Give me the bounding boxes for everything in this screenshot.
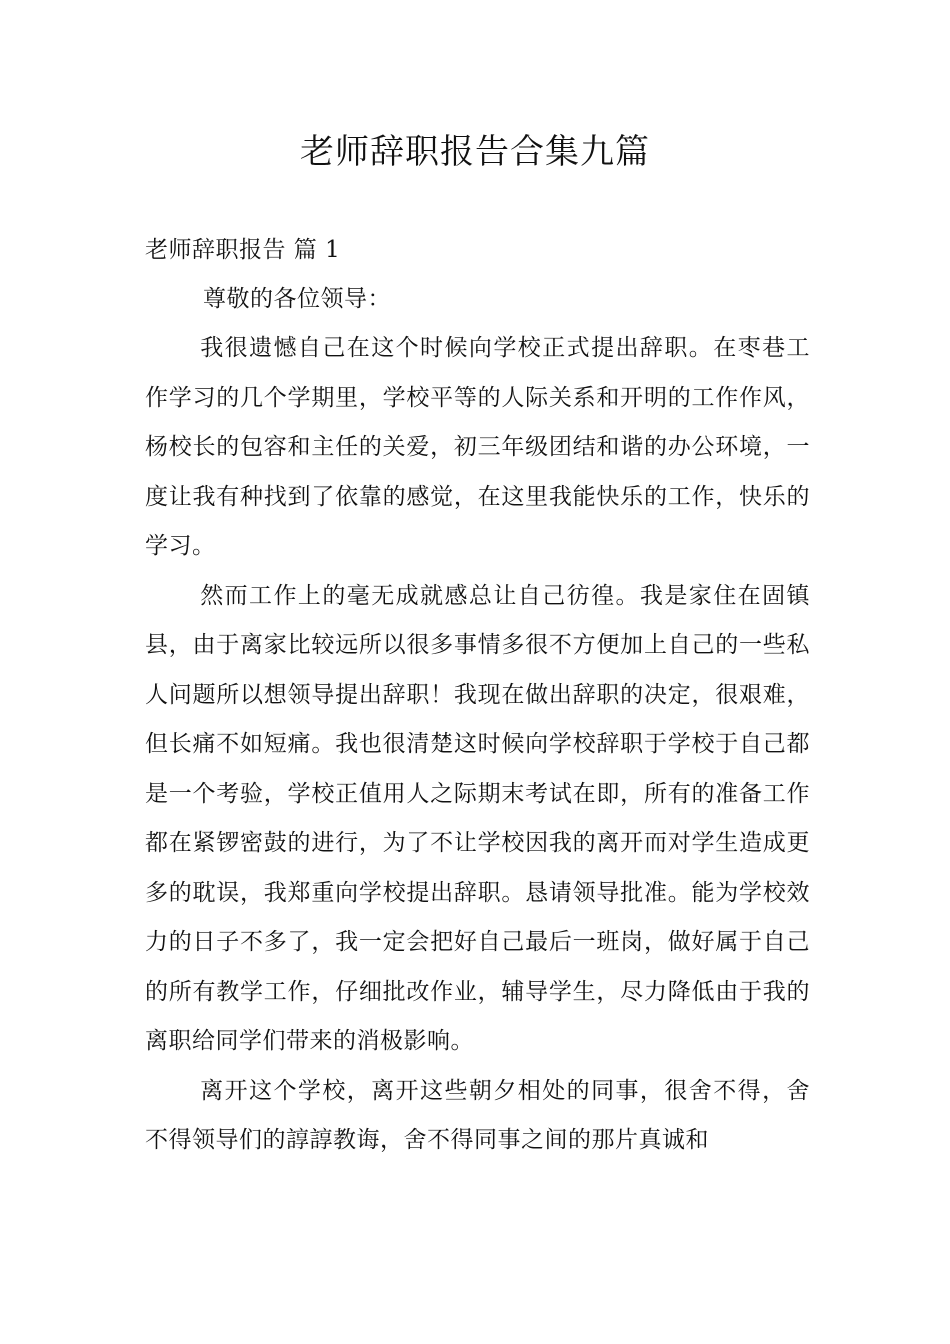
document-title: 老师辞职报告合集九篇: [300, 132, 650, 172]
paragraph-3: 离开这个学校，离开这些朝夕相处的同事，很舍不得，舍不得领导们的諄諄教诲，舍不得同事之间的那片真诚和: [145, 1077, 810, 1153]
paragraph-1: 我很遗憾自己在这个时候向学校正式提出辞职。在枣巷工作学习的几个学期里，学校平等的人际关系和开明的工作作风，杨校长的包容和主任的关爱，初三年级团结和谐的办公环境，一度让我有种找到了依靠的感觉，在这里我能快乐的工作，快乐的学习。: [145, 335, 810, 559]
paragraph-2: 然而工作上的毫无成就感总让自己彷徨。我是家住在固镇县，由于离家比较远所以很多事情多很不方便加上自己的一些私人问题所以想领导提出辞职！我现在做出辞职的决定，很艰难，但长痛不如短痛。我也很清楚这时候向学校辞职于学校于自己都是一个考验，学校正值用人之际期末考试在即，所有的准备工作都在紧锣密鼓的进行，为了不让学校因我的离开而对学生造成更多的耽误，我郑重向学校提出辞职。恳请领导批准。能为学校效力的日子不多了，我一定会把好自己最后一班岗，做好属于自己的所有教学工作，仔细批改作业，辅导学生，尽力降低由于我的离职给同学们带来的消极影响。: [145, 582, 810, 1054]
section-heading: 老师辞职报告 篇 1: [145, 237, 341, 263]
document-body: [145, 226, 810, 1166]
salutation: 尊敬的各位领导：: [203, 286, 391, 312]
